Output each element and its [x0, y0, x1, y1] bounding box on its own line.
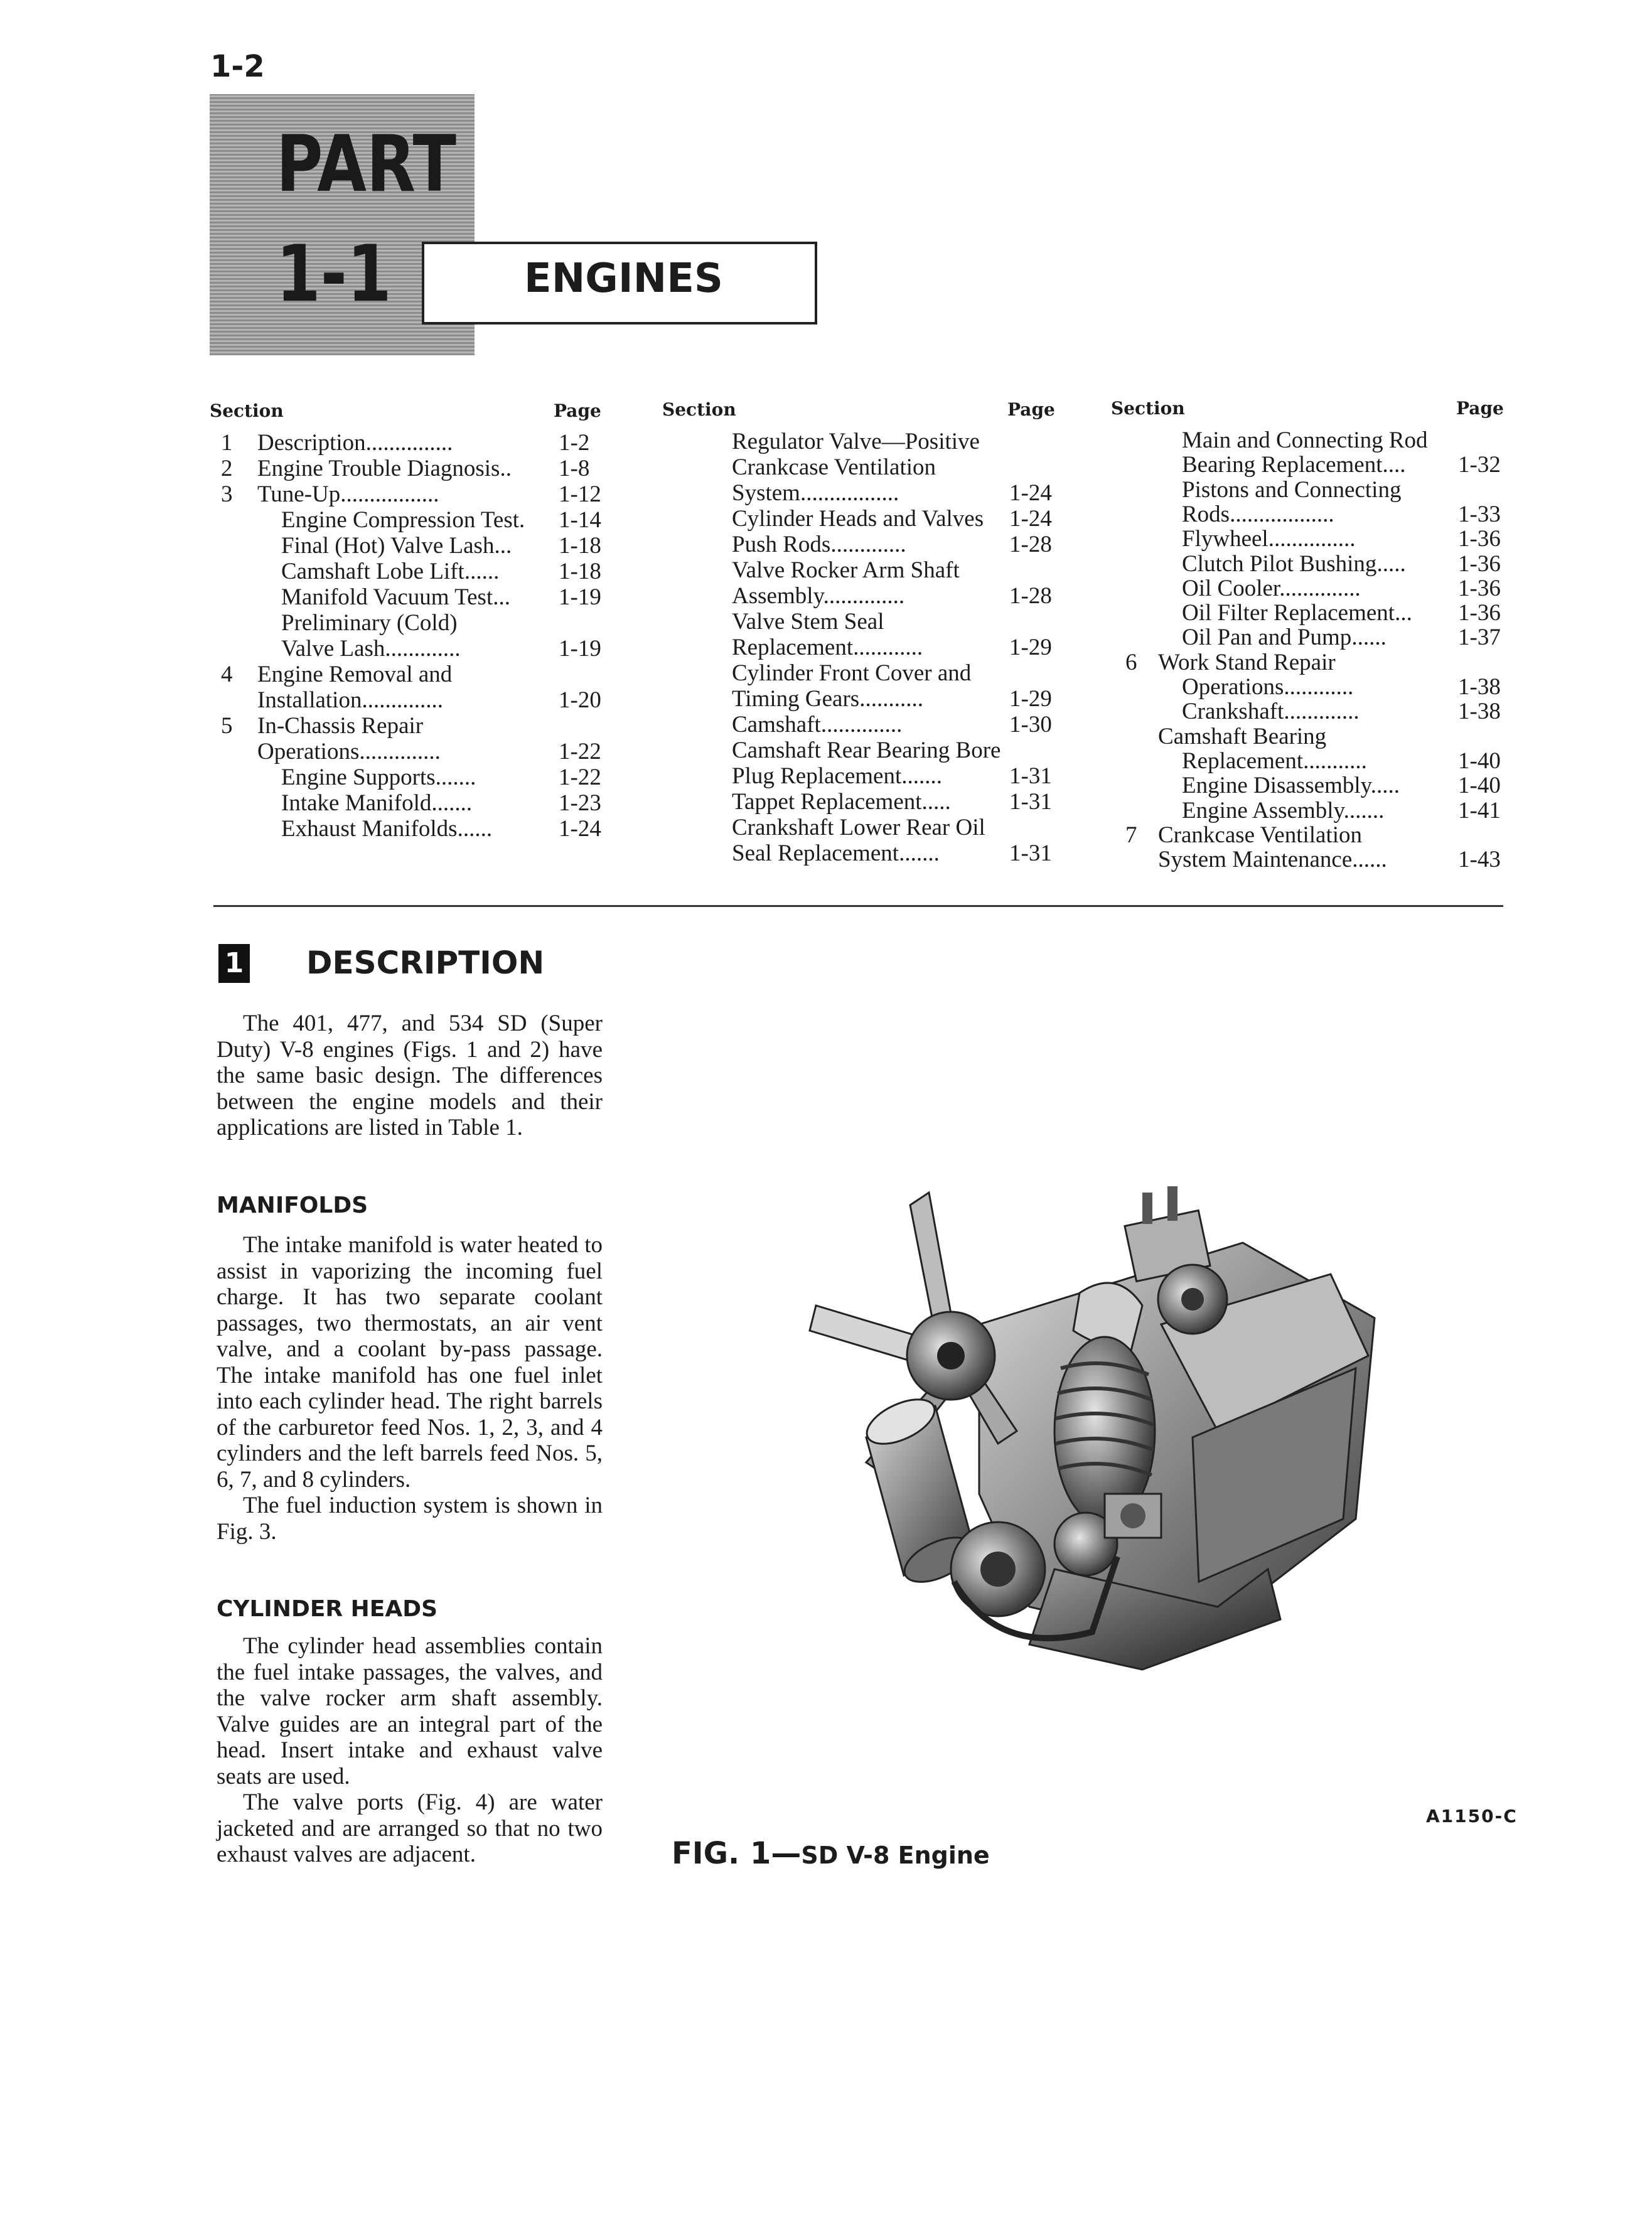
toc-entry[interactable] — [732, 480, 899, 506]
toc-entry[interactable] — [281, 610, 458, 636]
toc-entry[interactable] — [1182, 674, 1353, 700]
section-heading: DESCRIPTION — [306, 945, 545, 981]
cylinder-heads-text — [217, 1633, 603, 1868]
toc-entry-label: Intake Manifold — [281, 790, 432, 816]
toc-entry[interactable] — [1182, 798, 1384, 823]
toc-entry-label: Clutch Pilot Bushing — [1182, 550, 1377, 577]
toc-page-number: 1-41 — [1458, 797, 1501, 823]
toc-leader-dots: .................. — [1230, 501, 1334, 527]
toc-entry[interactable] — [732, 609, 884, 635]
toc-page-number: 1-30 — [1009, 712, 1052, 737]
toc-entry[interactable] — [732, 557, 960, 583]
toc-entry-label: Crankcase Ventilation — [1158, 822, 1363, 848]
toc-entry-label: Oil Cooler — [1182, 575, 1280, 601]
toc-entry-label: Crankshaft — [1182, 699, 1284, 725]
toc-leader-dots: ...... — [1351, 625, 1386, 651]
toc-page-number: 1-28 — [1009, 532, 1052, 557]
toc-leader-dots: .. — [500, 456, 512, 481]
figure-caption — [672, 1836, 990, 1871]
toc-entry-label: Oil Pan and Pump — [1182, 625, 1352, 651]
toc-entry[interactable] — [1182, 773, 1400, 798]
toc-entry-label: Operations — [1182, 674, 1284, 700]
toc-entry[interactable] — [1158, 847, 1387, 872]
toc-page-number: 1-19 — [559, 636, 601, 662]
toc-entry-label: Description — [257, 430, 366, 456]
toc-page-number: 1-43 — [1458, 847, 1501, 873]
toc-entry[interactable] — [257, 687, 443, 713]
toc-entry[interactable] — [281, 584, 510, 610]
toc-page-number: 1-12 — [559, 481, 601, 507]
toc-entry[interactable] — [732, 660, 971, 686]
toc-entry-label: Tune-Up — [257, 481, 341, 507]
toc-page-number: 1-14 — [559, 507, 601, 533]
toc-page-number: 1-24 — [1009, 480, 1052, 506]
toc-page-number: 1-36 — [1458, 526, 1501, 552]
toc-entry[interactable] — [257, 739, 441, 764]
toc-entry[interactable] — [732, 506, 984, 532]
toc-entry-label: Engine Supports — [281, 764, 436, 790]
toc-leader-dots: .............. — [823, 583, 905, 609]
toc-page-number: 1-28 — [1009, 583, 1052, 609]
toc-entry-label: Replacement — [732, 635, 854, 660]
toc-entry-label: Oil Filter Replacement — [1182, 600, 1395, 626]
toc-entry-label: Flywheel — [1182, 526, 1268, 552]
toc-entry-label: Manifold Vacuum Test — [281, 584, 493, 610]
toc-leader-dots: ................. — [800, 480, 899, 506]
toc-leader-dots: ............. — [1284, 699, 1360, 725]
toc-col3-section-header: Section — [1111, 398, 1185, 419]
toc-leader-dots: ..... — [921, 789, 951, 815]
toc-entry[interactable] — [1182, 526, 1355, 552]
toc-leader-dots: ....... — [1343, 797, 1385, 823]
toc-leader-dots: ............. — [385, 636, 461, 662]
toc-section-number: 4 — [221, 662, 233, 687]
toc-leader-dots: .... — [1382, 452, 1406, 478]
toc-leader-dots: .............. — [359, 739, 441, 764]
toc-section-number: 6 — [1125, 649, 1137, 675]
part-number: 1-1 — [276, 229, 392, 319]
toc-entry[interactable] — [732, 712, 902, 737]
toc-entry-label: System — [732, 480, 800, 506]
toc-entry[interactable] — [1182, 625, 1386, 650]
toc-leader-dots: ........... — [1303, 748, 1367, 774]
toc-entry[interactable] — [1158, 822, 1362, 848]
toc-entry-label: Valve Stem Seal — [732, 609, 884, 635]
toc-section-number: 5 — [221, 713, 233, 739]
toc-entry-label: Bearing Replacement — [1182, 452, 1383, 478]
toc-entry[interactable] — [257, 456, 512, 481]
toc-page-number: 1-23 — [559, 790, 601, 816]
toc-entry-label: Valve Lash — [281, 636, 385, 662]
toc-leader-dots: ....... — [901, 763, 942, 789]
manifolds-text — [217, 1232, 603, 1545]
toc-entry-label: Preliminary (Cold) — [281, 610, 458, 636]
toc-page-number: 1-38 — [1458, 674, 1501, 700]
toc-entry[interactable] — [1182, 477, 1401, 503]
toc-entry-label: Engine Assembly — [1182, 797, 1344, 823]
toc-page-number: 1-31 — [1009, 840, 1052, 866]
toc-entry-label: Replacement — [1182, 748, 1304, 774]
toc-entry-label: Engine Compression Test — [281, 507, 520, 533]
toc-page-number: 1-29 — [1009, 686, 1052, 712]
toc-page-number: 1-38 — [1458, 699, 1501, 725]
toc-page-number: 1-33 — [1458, 501, 1501, 527]
toc-leader-dots: ....... — [435, 764, 476, 790]
toc-entry-label: System Maintenance — [1158, 847, 1353, 873]
part-word: PART — [276, 119, 456, 210]
toc-page-number: 1-2 — [559, 430, 590, 456]
toc-page-number: 1-8 — [559, 456, 590, 481]
manifolds-paragraph-1: The intake manifold is water heated to assist in vaporizing the incoming fuel charge. It has two separate coolant passages, two thermostats, an air vent valve, and a coolant by-pass passage. The intake manifold has one fuel inlet into each cylinder head. The right barrels of the carburetor feed Nos. 1, 2, 3, and 4 cylinders and the left barrels feed Nos. 5, 6, 7, and 8 cylinders. — [217, 1232, 603, 1493]
toc-entry-label: Cylinder Front Cover and — [732, 660, 972, 686]
toc-leader-dots: ...... — [464, 559, 500, 584]
toc-entry[interactable] — [281, 636, 461, 662]
toc-page-number: 1-37 — [1458, 625, 1501, 651]
toc-leader-dots: ... — [1395, 600, 1412, 626]
toc-entry[interactable] — [281, 533, 512, 559]
toc-page-number: 1-31 — [1009, 789, 1052, 815]
toc-entry[interactable] — [1182, 452, 1406, 478]
manifolds-paragraph-2: The fuel induction system is shown in Fig. 3. — [217, 1493, 603, 1545]
toc-leader-dots: ...... — [457, 816, 493, 842]
toc-entry-label: Exhaust Manifolds — [281, 816, 458, 842]
cylinder-heads-heading: CYLINDER HEADS — [217, 1596, 438, 1622]
toc-entry-label: Engine Trouble Diagnosis — [257, 456, 500, 481]
toc-leader-dots: ............... — [365, 430, 453, 456]
toc-leader-dots: .............. — [1279, 575, 1361, 601]
toc-page-number: 1-18 — [559, 559, 601, 584]
toc-leader-dots: .............. — [820, 712, 903, 737]
toc-entry-label: Installation — [257, 687, 362, 713]
toc-page-number: 1-31 — [1009, 763, 1052, 789]
toc-entry[interactable] — [1182, 501, 1334, 527]
toc-entry[interactable] — [1158, 724, 1326, 749]
toc-entry-label: Camshaft Bearing — [1158, 723, 1327, 749]
toc-entry[interactable] — [281, 790, 472, 816]
toc-entry[interactable] — [732, 635, 923, 660]
toc-entry[interactable] — [281, 816, 492, 842]
toc-entry-label: Rods — [1182, 501, 1230, 527]
page-number: 1-2 — [210, 49, 265, 84]
toc-leader-dots: ....... — [431, 790, 473, 816]
toc-entry-label: Crankcase Ventilation — [732, 454, 936, 480]
toc-entry-label: Timing Gears — [732, 686, 860, 712]
toc-leader-dots: ............ — [1284, 674, 1354, 700]
toc-entry-label: In-Chassis Repair — [257, 713, 424, 739]
toc-entry[interactable] — [732, 737, 1000, 763]
toc-entry[interactable] — [257, 481, 439, 507]
toc-page-number: 1-36 — [1458, 550, 1501, 577]
toc-entry[interactable] — [1182, 699, 1360, 724]
manifolds-heading: MANIFOLDS — [217, 1193, 368, 1218]
toc-entry[interactable] — [1158, 650, 1336, 675]
toc-entry-label: Engine Disassembly — [1182, 773, 1371, 799]
toc-entry[interactable] — [732, 789, 951, 815]
toc-entry-label: Engine Removal and — [257, 662, 453, 687]
toc-entry[interactable] — [1182, 576, 1361, 601]
toc-entry[interactable] — [732, 686, 923, 712]
toc-col2-section-header: Section — [662, 399, 736, 420]
toc-entry[interactable] — [732, 815, 985, 840]
description-intro — [217, 1011, 603, 1141]
toc-entry-label: Camshaft Lobe Lift — [281, 559, 464, 584]
toc-leader-dots: . — [519, 507, 525, 533]
toc-entry-label: Camshaft Rear Bearing Bore — [732, 737, 1001, 763]
toc-page-number: 1-18 — [559, 533, 601, 559]
toc-page-number: 1-40 — [1458, 748, 1501, 774]
intro-paragraph: The 401, 477, and 534 SD (Super Duty) V-8 engines (Figs. 1 and 2) have the same basic design. The differences between the engine models and their applications are listed in Table 1. — [217, 1011, 603, 1140]
toc-page-number: 1-24 — [1009, 506, 1052, 532]
toc-entry[interactable] — [732, 454, 936, 480]
figure-dash: — — [771, 1836, 802, 1871]
heads-paragraph-1: The cylinder head assemblies contain the fuel intake passages, the valves, and the valve rocker arm shaft assembly. Valve guides are an integral part of the head. Insert intake and exhaust valve seats are used. — [217, 1633, 603, 1789]
toc-entry-label: Valve Rocker Arm Shaft — [732, 557, 960, 583]
toc-page-number: 1-36 — [1458, 600, 1501, 626]
toc-page-number: 1-32 — [1458, 452, 1501, 478]
toc-page-number: 1-19 — [559, 584, 601, 610]
toc-entry[interactable] — [732, 583, 904, 609]
toc-entry[interactable] — [257, 430, 453, 456]
toc-leader-dots: .............. — [362, 687, 443, 713]
toc-page-number: 1-22 — [559, 739, 601, 764]
toc-leader-dots: ................. — [340, 481, 439, 507]
toc-leader-dots: ............ — [853, 635, 923, 660]
toc-section-number: 7 — [1125, 822, 1137, 848]
toc-entry-label: Operations — [257, 739, 360, 764]
toc-col2-page-header: Page — [1007, 399, 1055, 420]
engine-illustration — [791, 1167, 1419, 1695]
toc-page-number: 1-24 — [559, 816, 601, 842]
toc-entry[interactable] — [1182, 748, 1367, 774]
toc-leader-dots: ...... — [1352, 847, 1387, 873]
toc-leader-dots: ..... — [1370, 773, 1400, 799]
toc-col3-page-header: Page — [1456, 398, 1504, 419]
toc-section-number: 2 — [221, 456, 233, 481]
toc-leader-dots: ............... — [1268, 526, 1356, 552]
figure-code: A1150-C — [1426, 1806, 1518, 1826]
heads-paragraph-2: The valve ports (Fig. 4) are water jacketed and are arranged so that no two exhaust valves are adjacent. — [217, 1789, 603, 1867]
toc-col1-section-header: Section — [210, 400, 284, 421]
toc-entry[interactable] — [1182, 427, 1428, 453]
toc-entry-label: Camshaft — [732, 712, 821, 737]
toc-entry-label: Cylinder Heads and Valves — [732, 506, 984, 532]
toc-entry-label: Assembly — [732, 583, 823, 609]
figure-caption-text: SD V-8 Engine — [801, 1842, 990, 1869]
horizontal-rule — [213, 905, 1503, 907]
section-number-badge: 1 — [218, 944, 250, 983]
toc-page-number: 1-36 — [1458, 575, 1501, 601]
toc-entry[interactable] — [732, 532, 906, 557]
toc-leader-dots: ... — [494, 533, 512, 559]
toc-section-number: 1 — [221, 430, 233, 456]
toc-col1-page-header: Page — [554, 400, 601, 421]
toc-entry[interactable] — [281, 764, 476, 790]
toc-page-number: 1-20 — [559, 687, 601, 713]
toc-entry[interactable] — [257, 713, 423, 739]
toc-leader-dots: ....... — [899, 840, 940, 866]
toc-entry[interactable] — [732, 763, 942, 789]
toc-page-number: 1-29 — [1009, 635, 1052, 660]
toc-entry[interactable] — [732, 429, 980, 454]
toc-entry-label: Pistons and Connecting — [1182, 476, 1402, 503]
toc-page-number: 1-40 — [1458, 773, 1501, 799]
toc-section-number: 3 — [221, 481, 233, 507]
toc-entry[interactable] — [1182, 551, 1406, 577]
toc-leader-dots: ........... — [859, 686, 923, 712]
toc-entry[interactable] — [1182, 600, 1412, 626]
toc-entry-label: Crankshaft Lower Rear Oil — [732, 815, 985, 840]
toc-entry-label: Work Stand Repair — [1158, 649, 1336, 675]
toc-entry-label: Regulator Valve—Positive — [732, 429, 980, 454]
toc-entry[interactable] — [257, 662, 452, 687]
toc-leader-dots: ..... — [1376, 550, 1406, 577]
toc-entry-label: Main and Connecting Rod — [1182, 427, 1428, 453]
toc-leader-dots: ... — [493, 584, 510, 610]
toc-entry-label: Seal Replacement — [732, 840, 899, 866]
toc-entry[interactable] — [732, 840, 940, 866]
toc-page-number: 1-22 — [559, 764, 601, 790]
toc-entry-label: Final (Hot) Valve Lash — [281, 533, 495, 559]
toc-leader-dots: ............. — [830, 532, 906, 557]
part-title: ENGINES — [524, 255, 723, 302]
toc-entry-label: Tappet Replacement — [732, 789, 922, 815]
toc-entry[interactable] — [281, 507, 525, 533]
figure-label: FIG. 1 — [672, 1836, 771, 1871]
toc-entry[interactable] — [281, 559, 499, 584]
toc-entry-label: Plug Replacement — [732, 763, 902, 789]
toc-entry-label: Push Rods — [732, 532, 831, 557]
